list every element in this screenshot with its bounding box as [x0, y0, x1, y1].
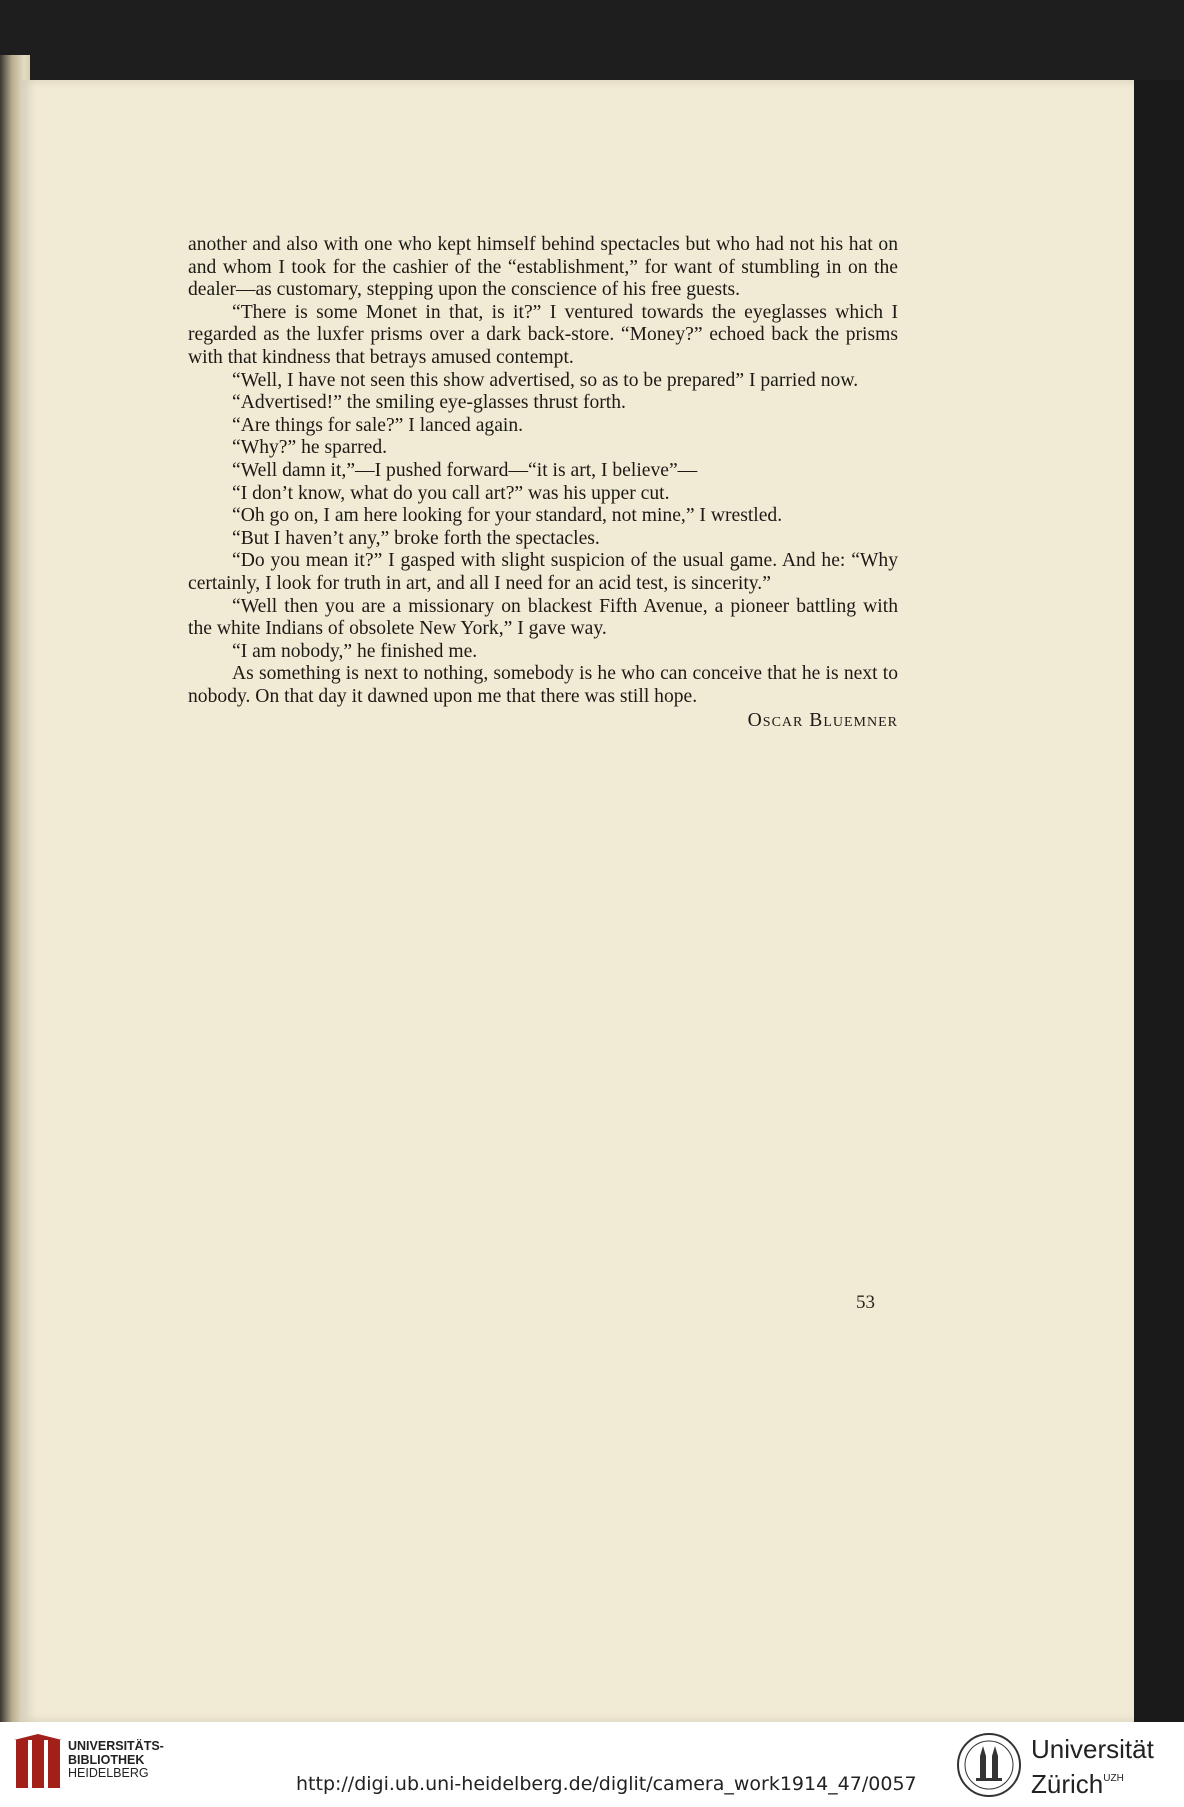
paragraph: “Why?” he sparred. — [232, 437, 388, 459]
page-number: 53 — [856, 1292, 875, 1313]
paragraph: “Do you mean it?” I gasped with slight suspicion of the usual game. And he: “Why certainly, I look for truth in art, and all I need for an acid test, is sincerity.” — [188, 550, 898, 594]
paragraph: As something is next to nothing, somebody is he who can conceive that he is next to nobody. On that day it dawned upon me that there was still hope. — [188, 663, 898, 707]
paragraph: “I don’t know, what do you call art?” was his upper cut. — [232, 482, 670, 504]
uzh-abbrev: UZH — [1103, 1773, 1124, 1784]
library-name-line: HEIDELBERG — [68, 1766, 149, 1780]
scan-background — [1134, 80, 1184, 1722]
uzh-name-line: Zürich — [1031, 1769, 1104, 1799]
paragraph: “Well damn it,”—I pushed forward—“it is art, I believe”— — [232, 459, 698, 481]
paragraph: “But I haven’t any,” broke forth the spectacles. — [232, 527, 600, 549]
paragraph: “Well then you are a missionary on blackest Fifth Avenue, a pioneer battling with the white Indians of obsolete New York,” I gave way. — [188, 595, 898, 640]
paragraph: “Are things for sale?” I lanced again. — [232, 414, 524, 436]
paragraph: “There is some Monet in that, is it?” I ventured towards the eyeglasses which I regarded as the luxfer prisms over a dark back-store. “Money?” echoed back the prisms with that kindness that betrays amused contempt. — [188, 301, 898, 368]
uzh-name — [1031, 1734, 1154, 1799]
library-name-line: UNIVERSITÄTS- — [68, 1739, 164, 1753]
paragraph: “Well, I have not seen this show advertised, so as to be prepared” I parried now. — [232, 369, 859, 391]
uzh-name-line: Universität — [1031, 1734, 1154, 1764]
library-name — [68, 1740, 164, 1781]
heidelberg-library-logo-icon — [14, 1734, 64, 1792]
uzh-seal-icon — [956, 1732, 1022, 1798]
paragraph: “Oh go on, I am here looking for your standard, not mine,” I wrestled. — [232, 505, 783, 527]
paragraph: another and also with one who kept himself behind spectacles but who had not his hat on and whom I took for the cashier of the “establishment,” for want of stumbling in on the dealer—as customary, stepping upon the conscience of his free guests. — [188, 234, 898, 301]
author-signature: Oscar Bluemner — [747, 710, 898, 732]
body-text — [188, 234, 898, 733]
paragraph: “Advertised!” the smiling eye-glasses thrust forth. — [232, 392, 626, 414]
library-name-line: BIBLIOTHEK — [68, 1752, 145, 1767]
footer-bar — [0, 1722, 1184, 1807]
paragraph: “I am nobody,” he finished me. — [232, 640, 478, 662]
source-url[interactable]: http://digi.ub.uni-heidelberg.de/diglit/camera_work1914_47/0057 — [296, 1773, 917, 1795]
